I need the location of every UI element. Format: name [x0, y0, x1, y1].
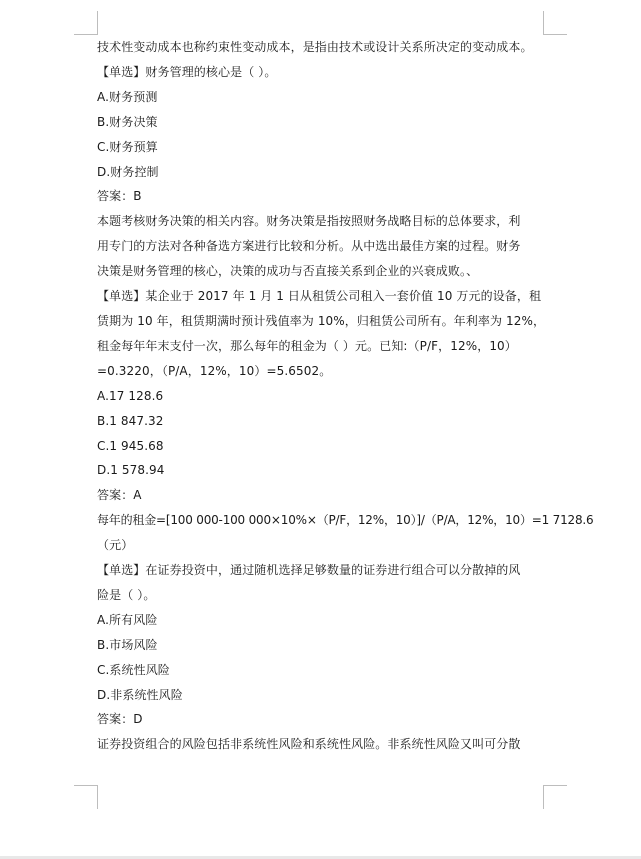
option-c: C.财务预算: [97, 139, 158, 154]
crop-mark-top-left-v: [97, 11, 98, 35]
crop-mark-bottom-left-h: [74, 785, 98, 786]
option-a: A.财务预测: [97, 89, 158, 104]
option-b: B.1 847.32: [97, 413, 164, 428]
question-stem: 租金每年年末支付一次，那么每年的租金为（ ）元。已知:（P/F，12%，10）: [97, 338, 517, 353]
answer-line: 答案：B: [97, 189, 142, 204]
crop-mark-top-right-v: [543, 11, 544, 35]
explanation-line: 决策是财务管理的核心，决策的成功与否直接关系到企业的兴衰成败。、: [97, 264, 479, 279]
explanation-line: 本题考核财务决策的相关内容。财务决策是指按照财务战略目标的总体要求，利: [97, 214, 521, 229]
crop-mark-bottom-right-h: [543, 785, 567, 786]
crop-mark-bottom-left-v: [97, 785, 98, 809]
option-b: B.财务决策: [97, 114, 158, 129]
explanation-line: 证券投资组合的风险包括非系统性风险和系统性风险。非系统性风险又叫可分散: [97, 737, 521, 752]
crop-mark-bottom-right-v: [543, 785, 544, 809]
option-d: D.1 578.94: [97, 463, 165, 478]
question-stem: 险是（ ）。: [97, 587, 156, 602]
explanation-line: 每年的租金=[100 000-100 000×10%×（P/F，12%，10）]/（P/A，12%，10）=1 7128.6: [97, 513, 594, 528]
document-body: [97, 35, 594, 757]
option-c: C.1 945.68: [97, 438, 164, 453]
option-c: C.系统性风险: [97, 662, 170, 677]
question-stem: 赁期为 10 年，租赁期满时预计残值率为 10%，归租赁公司所有。年利率为 12%，: [97, 313, 546, 328]
question-stem: 【单选】某企业于 2017 年 1 月 1 日从租赁公司租入一套价值 10 万元的设备，租: [97, 289, 542, 304]
text-line: 技术性变动成本也称约束性变动成本，是指由技术或设计关系所决定的变动成本。: [97, 40, 533, 54]
option-d: D.非系统性风险: [97, 687, 183, 702]
question-stem: 【单选】在证券投资中，通过随机选择足够数量的证券进行组合可以分散掉的风: [97, 563, 521, 578]
option-d: D.财务控制: [97, 164, 159, 179]
question-stem: 【单选】财务管理的核心是（ ）。: [97, 64, 277, 79]
option-a: A.17 128.6: [97, 388, 164, 403]
crop-mark-top-left-h: [74, 34, 98, 35]
explanation-line: 用专门的方法对各种备选方案进行比较和分析。从中选出最佳方案的过程。财务: [97, 239, 521, 254]
explanation-line: （元）: [97, 538, 134, 553]
question-stem: =0.3220，（P/A，12%，10）=5.6502。: [97, 363, 332, 378]
option-a: A.所有风险: [97, 612, 158, 627]
answer-line: 答案：A: [97, 488, 142, 503]
answer-line: 答案：D: [97, 712, 143, 727]
option-b: B.市场风险: [97, 637, 158, 652]
